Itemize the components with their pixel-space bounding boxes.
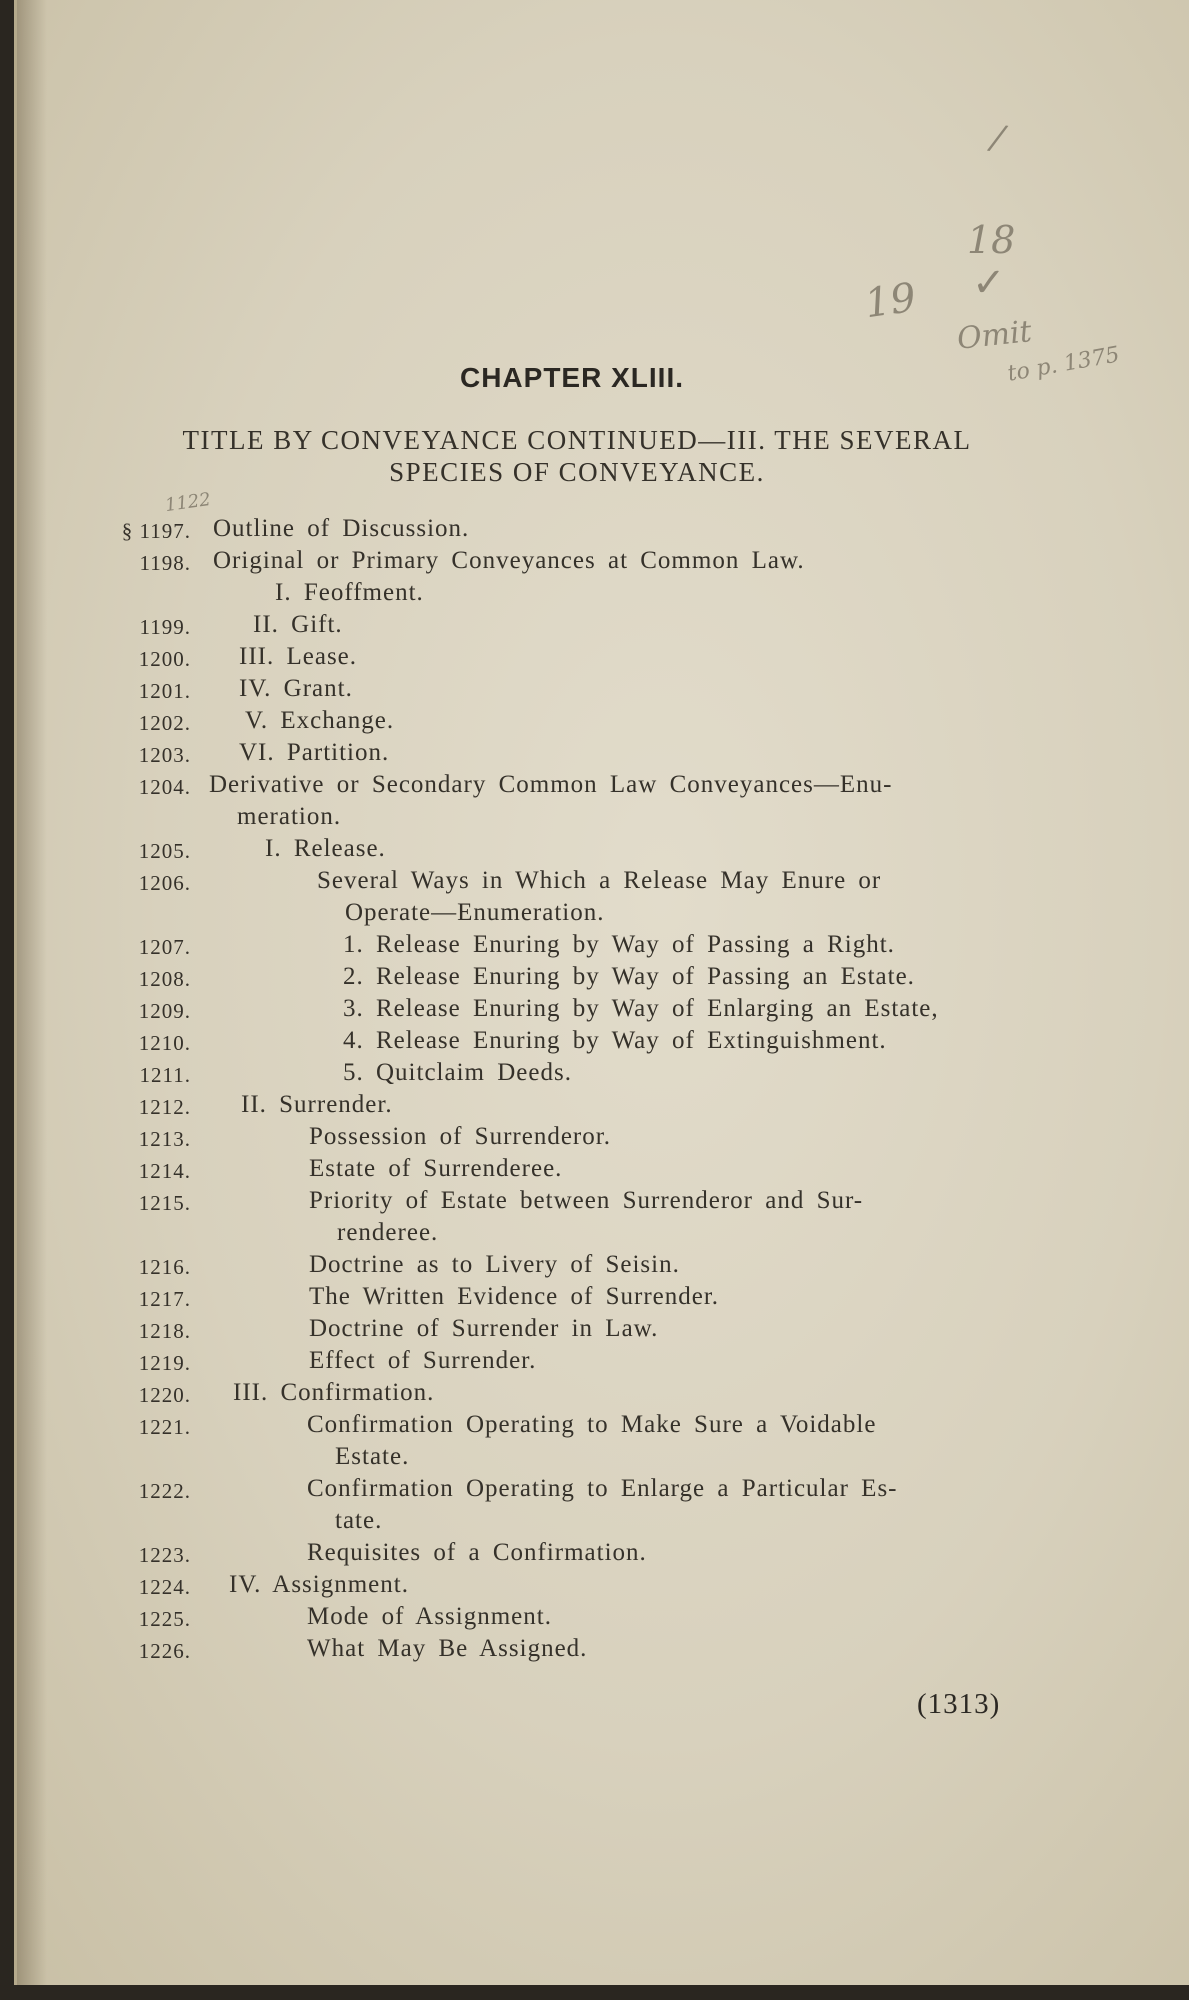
section-title-line: V. Exchange. <box>245 707 395 734</box>
section-number: 1224. <box>138 1575 191 1599</box>
section-number: 1225. <box>138 1607 191 1631</box>
section-title <box>307 1473 1017 1537</box>
toc-entry <box>17 1153 1189 1185</box>
handwritten-section-correction: 1122 <box>163 488 213 517</box>
section-title-line: II. Surrender. <box>241 1091 393 1118</box>
handwritten-number-18: 18 <box>967 218 1016 262</box>
toc-entry <box>17 641 1189 673</box>
handwritten-number-19: 19 <box>862 274 919 328</box>
toc-entry <box>17 1249 1189 1281</box>
toc-entry <box>17 1121 1189 1153</box>
toc-entry <box>17 1313 1189 1345</box>
section-number: 1199. <box>139 615 191 639</box>
section-title <box>265 833 1017 865</box>
toc-entry <box>17 705 1189 737</box>
section-title <box>343 929 1017 961</box>
section-title-line: Confirmation Operating to Make Sure a Voidable <box>307 1411 877 1438</box>
section-title-line: Effect of Surrender. <box>309 1347 537 1374</box>
section-title <box>309 1121 1017 1153</box>
section-number: 1220. <box>138 1383 191 1407</box>
section-title <box>213 513 1017 545</box>
section-number: 1221. <box>138 1415 191 1439</box>
section-title-line: Doctrine as to Livery of Seisin. <box>309 1251 680 1278</box>
section-title-line: II. Gift. <box>253 611 343 638</box>
section-number: 1214. <box>138 1159 191 1183</box>
toc-entry <box>17 1537 1189 1569</box>
section-number: 1204. <box>138 775 191 799</box>
section-number: 1217. <box>138 1287 191 1311</box>
section-title <box>209 769 1017 833</box>
section-title <box>343 993 1017 1025</box>
section-title <box>241 1089 1017 1121</box>
toc-entry <box>17 737 1189 769</box>
section-number: 1223. <box>138 1543 191 1567</box>
section-title-line: IV. Assignment. <box>229 1571 409 1598</box>
section-title-line: I. Feoffment. <box>275 579 424 606</box>
section-number: 1226. <box>138 1639 191 1663</box>
section-number: 1209. <box>138 999 191 1023</box>
section-title <box>213 545 1017 577</box>
section-title-line: 3. Release Enuring by Way of Enlarging an Estate, <box>343 995 939 1022</box>
section-title <box>275 577 1017 609</box>
section-number: 1215. <box>138 1191 191 1215</box>
book-page <box>14 0 1189 1985</box>
toc-entry <box>17 1601 1189 1633</box>
section-title-line: The Written Evidence of Surrender. <box>309 1283 720 1310</box>
toc-entry <box>17 1025 1189 1057</box>
section-number: 1203. <box>138 743 191 767</box>
section-title <box>309 1153 1017 1185</box>
toc-entry <box>17 1185 1189 1249</box>
section-title-line: 1. Release Enuring by Way of Passing a Right. <box>343 931 895 958</box>
section-title-line: Outline of Discussion. <box>213 515 470 542</box>
toc-entry <box>17 1473 1189 1537</box>
toc-entry <box>17 1633 1189 1665</box>
section-title <box>309 1281 1017 1313</box>
section-title <box>343 1057 1017 1089</box>
section-number: 1206. <box>138 871 191 895</box>
section-title <box>239 673 1017 705</box>
section-title-continuation: Estate. <box>335 1443 410 1470</box>
toc-entry <box>17 1569 1189 1601</box>
table-of-contents <box>17 513 1189 1665</box>
section-title <box>233 1377 1017 1409</box>
section-title <box>309 1345 1017 1377</box>
section-title <box>343 1025 1017 1057</box>
toc-entry <box>17 929 1189 961</box>
section-title-line: Requisites of a Confirmation. <box>307 1539 647 1566</box>
handwritten-check-mark-2: ✓ <box>972 260 1006 306</box>
section-title-line: IV. Grant. <box>239 675 353 702</box>
section-number: 1198. <box>139 551 191 575</box>
section-title <box>309 1185 1017 1249</box>
section-number: 1202. <box>138 711 191 735</box>
section-title-line: Mode of Assignment. <box>307 1603 552 1630</box>
section-title <box>245 705 1017 737</box>
section-title-line: What May Be Assigned. <box>307 1635 588 1662</box>
section-number: § 1197. <box>121 519 191 543</box>
section-title <box>307 1409 1017 1473</box>
section-title-line: Original or Primary Conveyances at Common Law. <box>213 547 805 574</box>
toc-entry <box>17 961 1189 993</box>
toc-entry <box>17 1057 1189 1089</box>
section-number: 1211. <box>139 1063 191 1087</box>
section-title-continuation: Operate—Enumeration. <box>345 899 605 926</box>
toc-entry <box>17 545 1189 577</box>
section-title <box>239 641 1017 673</box>
handwritten-check-mark: / <box>988 117 1007 159</box>
section-number: 1218. <box>138 1319 191 1343</box>
section-title-line: VI. Partition. <box>239 739 390 766</box>
subtitle-line-1: TITLE BY CONVEYANCE CONTINUED—III. THE SEVERAL <box>182 425 972 455</box>
toc-entry <box>17 993 1189 1025</box>
toc-entry <box>17 513 1189 545</box>
section-number: 1213. <box>138 1127 191 1151</box>
page-number: (1313) <box>917 1688 1001 1720</box>
section-number: 1207. <box>138 935 191 959</box>
toc-entry <box>17 1345 1189 1377</box>
section-title-line: I. Release. <box>265 835 386 862</box>
section-number: 1210. <box>138 1031 191 1055</box>
section-title <box>253 609 1017 641</box>
toc-entry <box>17 673 1189 705</box>
section-title-line: Confirmation Operating to Enlarge a Particular Es- <box>307 1475 898 1502</box>
handwritten-omit-note: Omit <box>955 314 1034 357</box>
section-number: 1222. <box>138 1479 191 1503</box>
section-title-continuation: tate. <box>335 1507 383 1534</box>
section-title-line: III. Lease. <box>239 643 358 670</box>
toc-entry <box>17 1281 1189 1313</box>
toc-entry <box>17 769 1189 833</box>
toc-entry <box>17 865 1189 929</box>
section-title-line: Doctrine of Surrender in Law. <box>309 1315 659 1342</box>
section-number: 1201. <box>138 679 191 703</box>
chapter-heading: CHAPTER XLIII. <box>459 362 684 393</box>
section-number: 1205. <box>138 839 191 863</box>
section-title-line: Priority of Estate between Surrenderor and Sur- <box>309 1187 864 1214</box>
section-title <box>307 1537 1017 1569</box>
section-title-line: 5. Quitclaim Deeds. <box>343 1059 572 1086</box>
handwritten-page-reference: to p. 1375 <box>1005 342 1122 387</box>
section-title-line: 4. Release Enuring by Way of Extinguishment. <box>343 1027 887 1054</box>
toc-entry <box>17 833 1189 865</box>
chapter-subtitle <box>117 424 1037 488</box>
subtitle-line-2: SPECIES OF CONVEYANCE. <box>389 457 765 487</box>
section-title <box>309 1313 1017 1345</box>
toc-entry <box>17 609 1189 641</box>
toc-entry <box>17 1409 1189 1473</box>
section-number: 1216. <box>138 1255 191 1279</box>
section-title-line: Possession of Surrenderor. <box>309 1123 611 1150</box>
section-title <box>343 961 1017 993</box>
section-title <box>307 1601 1017 1633</box>
section-title-line: 2. Release Enuring by Way of Passing an Estate. <box>343 963 915 990</box>
section-number: 1212. <box>138 1095 191 1119</box>
section-title <box>307 1633 1017 1665</box>
section-title <box>229 1569 1017 1601</box>
section-title-line: Derivative or Secondary Common Law Conveyances—Enu- <box>209 771 893 798</box>
section-number: 1219. <box>138 1351 191 1375</box>
toc-entry <box>17 1377 1189 1409</box>
section-title-continuation: renderee. <box>337 1219 439 1246</box>
toc-entry <box>17 1089 1189 1121</box>
section-number: 1208. <box>138 967 191 991</box>
section-title-line: III. Confirmation. <box>233 1379 435 1406</box>
section-title <box>309 1249 1017 1281</box>
section-title-line: Several Ways in Which a Release May Enure or <box>317 867 882 894</box>
section-title-continuation: meration. <box>237 803 342 830</box>
section-title <box>239 737 1017 769</box>
toc-entry <box>17 577 1189 609</box>
section-title-line: Estate of Surrenderee. <box>309 1155 563 1182</box>
section-number: 1200. <box>138 647 191 671</box>
section-title <box>317 865 1017 929</box>
